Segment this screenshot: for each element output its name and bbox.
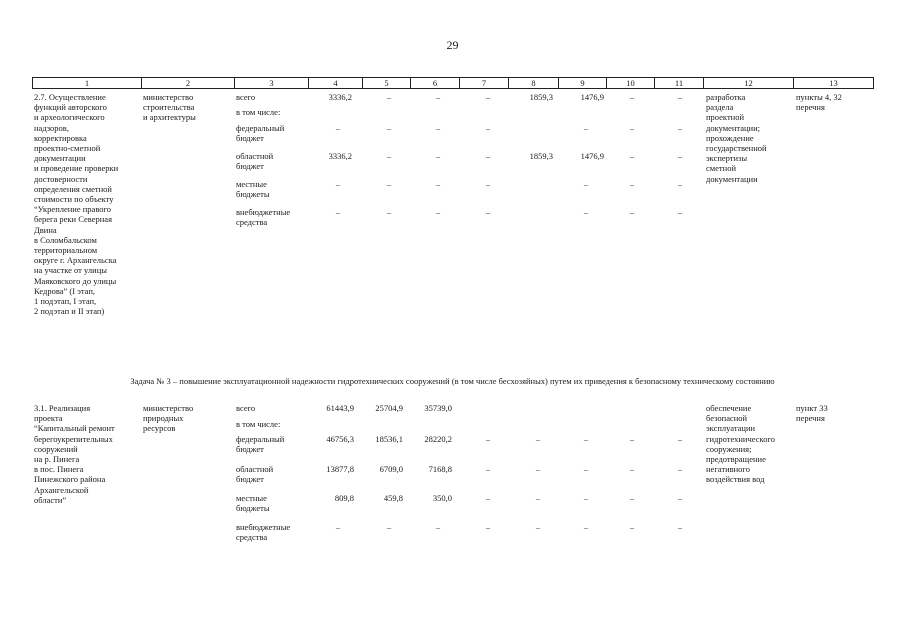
dash: – bbox=[335, 207, 341, 217]
s2-label-including: в том числе: bbox=[236, 419, 281, 429]
s2-label-federal: федеральный бюджет bbox=[236, 434, 285, 455]
s2-executor: министерство природных ресурсов bbox=[143, 403, 194, 434]
dash: – bbox=[535, 434, 541, 444]
s2-result: обеспечение безопасной эксплуатации гидротехнического сооружения; предотвращение негативного воздействия вод bbox=[706, 403, 775, 485]
dash: – bbox=[677, 493, 683, 503]
s2-regional-col5: 6709,0 bbox=[379, 464, 403, 474]
s2-reference: пункт 33 перечня bbox=[796, 403, 828, 424]
dash: – bbox=[535, 493, 541, 503]
dash: – bbox=[485, 207, 491, 217]
header-col-1: 1 bbox=[33, 78, 142, 89]
header-col-10: 10 bbox=[607, 78, 655, 89]
s1-total-col9: 1476,9 bbox=[580, 92, 604, 102]
dash: – bbox=[485, 92, 491, 102]
dash: – bbox=[583, 464, 589, 474]
dash: – bbox=[629, 434, 635, 444]
header-col-8: 8 bbox=[509, 78, 559, 89]
s1-label-offbudget: внебюджетные средства bbox=[236, 207, 291, 228]
dash: – bbox=[435, 179, 441, 189]
header-col-9: 9 bbox=[559, 78, 607, 89]
s2-label-regional: областной бюджет bbox=[236, 464, 274, 485]
dash: – bbox=[677, 151, 683, 161]
dash: – bbox=[335, 179, 341, 189]
dash: – bbox=[485, 522, 491, 532]
dash: – bbox=[677, 123, 683, 133]
dash: – bbox=[629, 179, 635, 189]
page-number: 29 bbox=[446, 38, 459, 52]
dash: – bbox=[386, 92, 392, 102]
s2-local-col4: 809,8 bbox=[334, 493, 354, 503]
dash: – bbox=[485, 464, 491, 474]
s2-activity-name: 3.1. Реализация проекта “Капитальный ремонт берегоукрепительных сооружений на р. Пинега в пос. Пинега Пинежского района Архангельской области” bbox=[34, 403, 115, 505]
dash: – bbox=[435, 123, 441, 133]
dash: – bbox=[629, 493, 635, 503]
s1-regional-col9: 1476,9 bbox=[580, 151, 604, 161]
dash: – bbox=[677, 464, 683, 474]
s2-total-col6: 35739,0 bbox=[424, 403, 452, 413]
column-number-header bbox=[32, 77, 874, 89]
dash: – bbox=[583, 522, 589, 532]
dash: – bbox=[677, 207, 683, 217]
dash: – bbox=[335, 123, 341, 133]
dash: – bbox=[677, 434, 683, 444]
dash: – bbox=[583, 434, 589, 444]
header-col-2: 2 bbox=[142, 78, 235, 89]
dash: – bbox=[629, 522, 635, 532]
dash: – bbox=[435, 151, 441, 161]
header-col-3: 3 bbox=[235, 78, 309, 89]
dash: – bbox=[435, 207, 441, 217]
dash: – bbox=[583, 123, 589, 133]
header-col-6: 6 bbox=[411, 78, 460, 89]
s2-local-col6: 350,0 bbox=[432, 493, 452, 503]
s1-label-including: в том числе: bbox=[236, 107, 281, 117]
dash: – bbox=[386, 207, 392, 217]
dash: – bbox=[535, 464, 541, 474]
task-3-heading: Задача № 3 – повышение эксплуатационной надежности гидротехнических сооружений (в том числе бесхозяйных) путем их приведения к безопасному техническому состоянию bbox=[130, 376, 775, 386]
header-col-11: 11 bbox=[655, 78, 704, 89]
header-col-5: 5 bbox=[363, 78, 411, 89]
s1-label-local: местные бюджеты bbox=[236, 179, 270, 200]
s1-regional-col4: 3336,2 bbox=[328, 151, 352, 161]
dash: – bbox=[386, 151, 392, 161]
dash: – bbox=[629, 92, 635, 102]
s2-label-local: местные бюджеты bbox=[236, 493, 270, 514]
dash: – bbox=[386, 522, 392, 532]
s2-total-col5: 25704,9 bbox=[375, 403, 403, 413]
s1-total-col4: 3336,2 bbox=[328, 92, 352, 102]
dash: – bbox=[677, 179, 683, 189]
s1-label-federal: федеральный бюджет bbox=[236, 123, 285, 144]
dash: – bbox=[335, 522, 341, 532]
s1-regional-col8: 1859,3 bbox=[529, 151, 553, 161]
dash: – bbox=[485, 493, 491, 503]
s1-executor: министерство строительства и архитектуры bbox=[143, 92, 196, 123]
s2-label-total: всего bbox=[236, 403, 256, 413]
s2-federal-col4: 46756,3 bbox=[326, 434, 354, 444]
s2-regional-col4: 13877,8 bbox=[326, 464, 354, 474]
s1-result: разработка раздела проектной документации; прохождение государственной экспертизы сметной документации bbox=[706, 92, 767, 184]
s2-total-col4: 61443,9 bbox=[326, 403, 354, 413]
dash: – bbox=[485, 434, 491, 444]
dash: – bbox=[583, 493, 589, 503]
dash: – bbox=[535, 522, 541, 532]
header-col-4: 4 bbox=[309, 78, 363, 89]
s2-federal-col5: 18536,1 bbox=[375, 434, 403, 444]
dash: – bbox=[629, 207, 635, 217]
header-col-12: 12 bbox=[704, 78, 794, 89]
s2-local-col5: 459,8 bbox=[383, 493, 403, 503]
s1-reference: пункты 4, 32 перечня bbox=[796, 92, 842, 113]
dash: – bbox=[386, 179, 392, 189]
dash: – bbox=[485, 151, 491, 161]
dash: – bbox=[435, 522, 441, 532]
dash: – bbox=[435, 92, 441, 102]
s1-label-regional: областной бюджет bbox=[236, 151, 274, 172]
dash: – bbox=[583, 179, 589, 189]
dash: – bbox=[485, 123, 491, 133]
s1-total-col8: 1859,3 bbox=[529, 92, 553, 102]
header-col-13: 13 bbox=[794, 78, 874, 89]
s1-label-total: всего bbox=[236, 92, 256, 102]
dash: – bbox=[485, 179, 491, 189]
s2-federal-col6: 28220,2 bbox=[424, 434, 452, 444]
dash: – bbox=[629, 464, 635, 474]
dash: – bbox=[629, 123, 635, 133]
header-col-7: 7 bbox=[460, 78, 509, 89]
s1-activity-name: 2.7. Осуществление функций авторского и археологического надзоров, корректировка проектно-сметной документации и проведение проверки достоверности определения сметной стоимости по объекту “Укрепление правого берега реки Северная Двина в Соломбальском территориальном округе г. Архангельска на участке от улицы Маяковского до улицы Кедрова” (I этап, 1 подэтап, I этап, 2 подэтап и II этап) bbox=[34, 92, 119, 317]
dash: – bbox=[677, 92, 683, 102]
s2-label-offbudget: внебюджетные средства bbox=[236, 522, 291, 543]
s2-regional-col6: 7168,8 bbox=[428, 464, 452, 474]
dash: – bbox=[583, 207, 589, 217]
dash: – bbox=[386, 123, 392, 133]
dash: – bbox=[629, 151, 635, 161]
dash: – bbox=[677, 522, 683, 532]
